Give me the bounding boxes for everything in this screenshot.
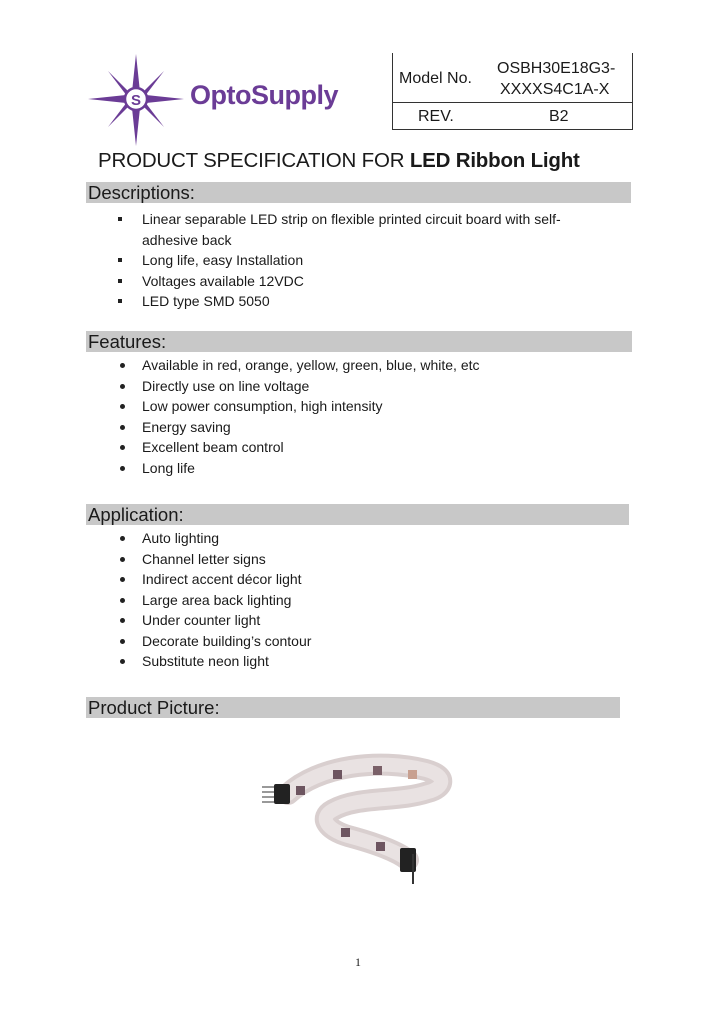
page-title (98, 149, 580, 173)
list-item: Substitute neon light (110, 651, 311, 672)
model-value-line1: OSBH30E18G3- (497, 60, 616, 77)
title-product: LED Ribbon Light (409, 149, 580, 172)
rev-label: REV. (418, 108, 454, 125)
features-list (110, 355, 480, 478)
features-heading: Features: (86, 331, 632, 352)
list-item: Under counter light (110, 610, 311, 631)
led-ribbon-image (248, 748, 456, 893)
list-item-continuation: adhesive back (142, 231, 232, 248)
descriptions-heading: Descriptions: (86, 182, 631, 203)
list-item: LED type SMD 5050 (110, 291, 561, 312)
logo-wordmark: OptoSupply (190, 80, 338, 110)
compass-star-icon (86, 52, 186, 148)
application-heading: Application: (86, 504, 629, 525)
list-item: Linear separable LED strip on flexible printed circuit board with self- adhesive back (110, 209, 561, 250)
page-number: 1 (355, 955, 361, 969)
svg-text:S: S (130, 92, 142, 109)
list-item: Large area back lighting (110, 590, 311, 611)
list-item: Decorate building’s contour (110, 631, 311, 652)
list-item: Low power consumption, high intensity (110, 396, 480, 417)
list-item: Auto lighting (110, 528, 311, 549)
list-item: Energy saving (110, 417, 480, 438)
list-item: Long life (110, 458, 480, 479)
list-item: Indirect accent décor light (110, 569, 311, 590)
rev-value: B2 (549, 108, 569, 125)
list-item: Excellent beam control (110, 437, 480, 458)
title-prefix: PRODUCT SPECIFICATION FOR (98, 149, 410, 172)
product-picture-heading: Product Picture: (86, 697, 620, 718)
list-item: Channel letter signs (110, 549, 311, 570)
list-item: Directly use on line voltage (110, 376, 480, 397)
descriptions-list (110, 209, 561, 312)
model-row (393, 53, 632, 103)
optosupply-logo (86, 52, 356, 148)
model-value-line2: XXXXS4C1A-X (500, 81, 610, 98)
list-item: Available in red, orange, yellow, green, blue, white, etc (110, 355, 480, 376)
model-info-table (392, 53, 633, 130)
rev-row (393, 103, 632, 129)
model-label: Model No. (399, 70, 472, 87)
list-item: Long life, easy Installation (110, 250, 561, 271)
list-item: Voltages available 12VDC (110, 271, 561, 292)
application-list (110, 528, 311, 672)
